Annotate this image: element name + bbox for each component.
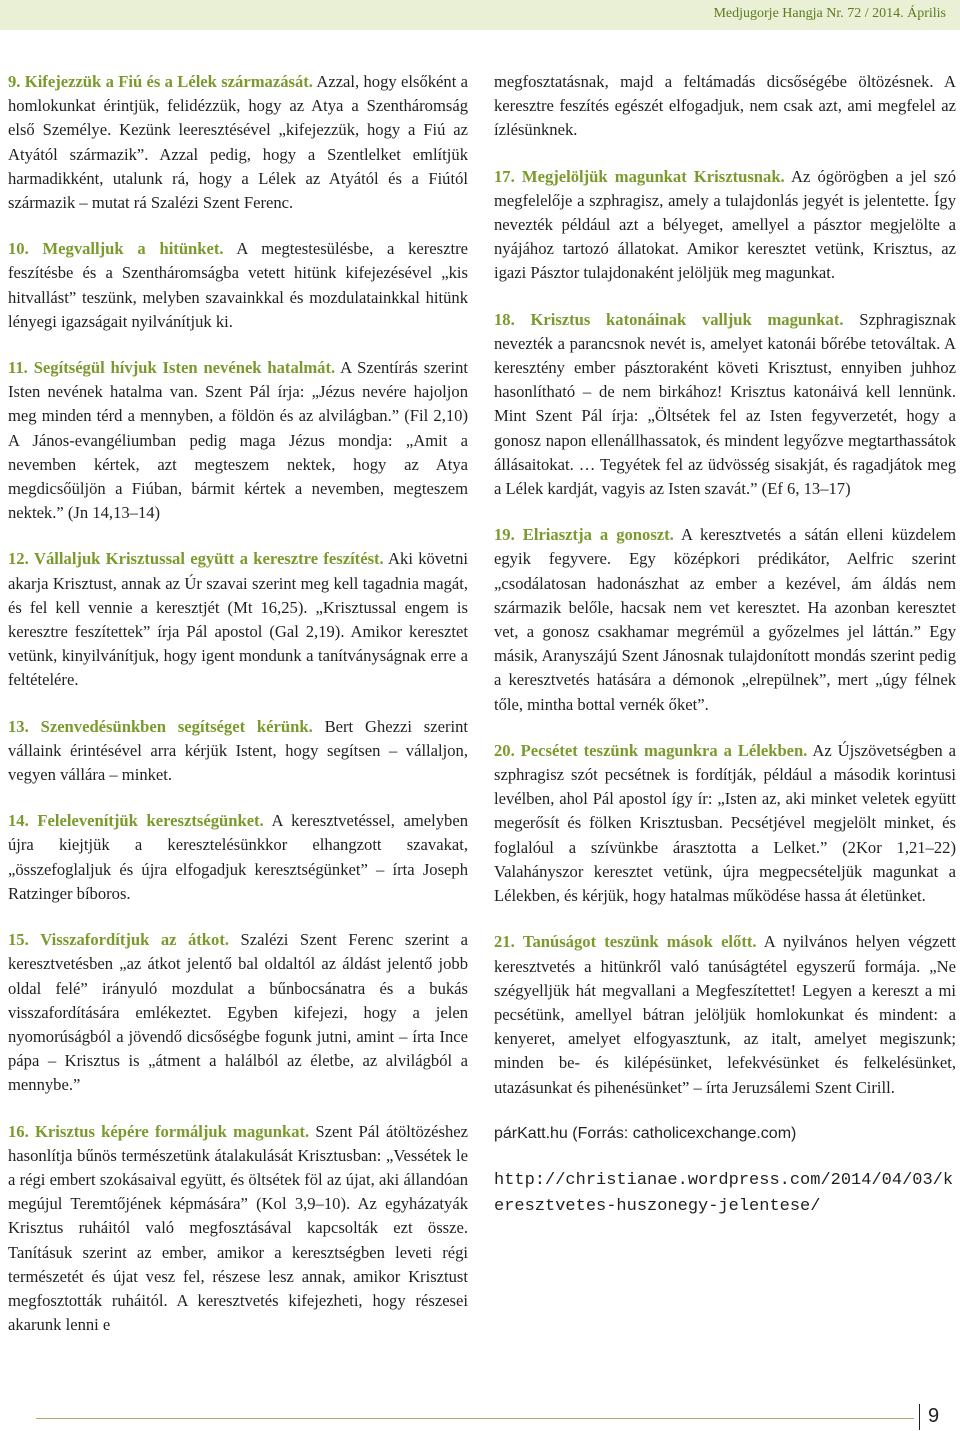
page-header — [0, 0, 960, 30]
section-body: A keresztvetés a sátán elleni küzdelem egyik fegyvere. Egy középkori prédikátor, Aelfric szerint „csodálatosan hadonászhat az ember a kezével, ám áldás nem származik belőle, hacsak nem vet keresztet. Ha azonban keresztet vet, a gonosz csakhamar megrémül a győzelmes jel láttán.” Egy másik, Aranyszájú Szent Jánosnak tulajdonított mondás szerint pedig a keresztvetés hatására a démonok „elrepülnek”, mert „úgy félnek tőle, mintha bottal vernék őket”. — [494, 525, 956, 714]
section-15 — [8, 928, 468, 1097]
section-number: 19. — [494, 525, 515, 545]
section-number: 21. — [494, 932, 515, 952]
section-body: Aki követni akarja Krisztust, annak az Úr szavai szerint meg kell tagadnia magát, és fel kell vennie a keresztjét (Mt 16,25). „Krisztussal engem is keresztre feszítettek” írja Pál apostol (Gal 2,19). Amikor keresztet vetünk, kinyilvánítjuk, hogy igent mondunk a tanítványságnak erre a feltételére. — [8, 549, 468, 690]
section-17 — [494, 165, 956, 286]
section-body: Az Újszövetségben a szphragisz szót pecsétnek is fordítják, például a második korintusi levélben, ahol Pál apostol így ír: „Isten az, aki minket veletek együtt megerősít és fölken Krisztusban. Pecsétjével megjelölt minket, és foglalóul a szívünkbe árasztotta a Lelket.” (2Kor 1,21–22) Valahányszor keresztet vetünk, újra megpecsételjük magunkat a Lélekben, és kérjük, hogy hatalmas működése hassa át életünket. — [494, 740, 956, 906]
section-body: Szalézi Szent Ferenc szerint a keresztvetésben „az átkot jelentő bal oldaltól az áldást jelentő jobb oldal felé” irányuló mozdulat a bűnbocsánatra és a bukás visszafordítására emlékeztet. Egyben kifejezi, hogy a jelen nyomorúságból a jövendő dicsőségbe fogunk jutni, amint – írta Ince pápa – Krisztus is „átment a halálból az életbe, az alvilágból a mennybe.” — [8, 930, 468, 1095]
section-number: 9. — [8, 72, 21, 91]
section-number: 18. — [494, 309, 515, 329]
section-9 — [8, 70, 468, 215]
section-11 — [8, 356, 468, 525]
section-body: Szphragisznak nevezték a parancsnok nevét is, amelyet katonái bőrébe tetováltak. A keresztény ember pásztoraként követi Krisztust, ennyiben juhhoz hasonlítható – de nem birkához! Krisztus katonáivá kell lennünk. Mint Szent Pál írja: „Öltsétek fel az Isten fegyverzetét, hogy a gonosz napon ellenállhassatok, és mindent legyőzve megtarthassátok állásaitokat. … Tegyétek fel az üdvösség sisakját, és ragadjátok meg a Lélek kardját, vagyis az Isten szavát.” (Ef 6, 13–17) — [494, 309, 956, 499]
section-heading: Megvalljuk a hitünket. — [42, 239, 224, 259]
left-column — [8, 70, 468, 1359]
section-body: Az ógörögben a jel szó megfelelője a szphragisz, amely a tulajdonlás jegyét is jelentette. Így nevezték például azt a bélyeget, amellyel a pásztor megjelölte a nyájához tartozó állatokat. Amikor keresztet vetünk, Krisztus, az igazi Pásztor tulajdonaként jelöljük meg magunkat. — [494, 166, 957, 283]
section-heading: Krisztus képére formáljuk magunkat. — [34, 1121, 310, 1141]
section-18 — [494, 308, 956, 502]
section-16-continuation: megfosztatásnak, majd a feltámadás dicsőségébe öltözésnek. A keresztre feszítés egészét elfogadjuk, nem csak azt, ami megfelel az ízlésünknek. — [494, 72, 956, 140]
right-column — [494, 70, 956, 1242]
section-19 — [494, 523, 956, 717]
footer-divider — [36, 1418, 914, 1419]
section-number: 12. — [8, 549, 29, 569]
section-heading: Elriasztja a gonoszt. — [522, 525, 674, 545]
section-number: 17. — [494, 166, 515, 186]
section-14 — [8, 809, 468, 906]
section-heading: Szenvedésünkben segítséget kérünk. — [40, 716, 313, 736]
publication-title: Medjugorje Hangja Nr. 72 / 2014. Április — [713, 6, 946, 21]
section-number: 13. — [8, 716, 29, 736]
section-body: A nyilvános helyen végzett keresztvetés a hitünkről való tanúságtétel egyszerű formája. „Ne szégyelljük hát megvallani a Megfeszítettet! Legyen a kereszt a mi pecsétünk, amellyel bátran jelöljük homlokunkat és mindent: a kenyeret, amelyet elfogyasztunk, az italt, amelyet megiszunk; minden be- és kilépésünket, lefekvésünket és felkelésünket, utazásunkat és pihenésünket” – írta Jeruzsálemi Szent Cirill. — [494, 932, 956, 1097]
page-number-divider — [919, 1404, 920, 1430]
section-body: Bert Ghezzi szerint vállaink érintésével arra kérjük Istent, hogy segítsen – vállaljon, vegyen vállára – minket. — [8, 716, 469, 785]
section-number: 10. — [8, 239, 29, 259]
source-note: párKatt.hu (Forrás: catholicexchange.com) — [494, 1124, 797, 1142]
source-url[interactable]: http://christianae.wordpress.com/2014/04/03/keresztvetes-huszonegy-jelentese/ — [494, 1170, 954, 1216]
section-heading: Kifejezzük a Fiú és a Lélek származását. — [24, 72, 313, 91]
section-12 — [8, 547, 468, 692]
section-20 — [494, 739, 956, 908]
section-heading: Felelevenítjük keresztségünket. — [37, 811, 264, 831]
section-heading: Visszafordítjuk az átkot. — [40, 930, 230, 950]
section-heading: Megjelöljük magunkat Krisztusnak. — [521, 166, 785, 186]
section-heading: Pecsétet teszünk magunkra a Lélekben. — [520, 740, 808, 760]
section-heading: Krisztus katonáinak valljuk magunkat. — [530, 309, 844, 329]
section-number: 16. — [8, 1121, 29, 1141]
section-body: Azzal, hogy elsőként a homlokunkat érintjük, felidézzük, hogy az Atya a Szentháromság első Személye. Kezünk leeresztésével „kifejezzük, hogy a Fiú az Atyától származik”. Azzal pedig, hogy a Szentlelket említjük harmadikként, utalunk rá, hogy a Lélek az Atyától és a Fiútól származik – mutat rá Szalézi Szent Ferenc. — [8, 72, 468, 213]
section-number: 14. — [8, 811, 29, 831]
section-number: 15. — [8, 930, 29, 950]
section-13 — [8, 715, 468, 788]
section-heading: Tanúságot teszünk mások előtt. — [522, 932, 757, 952]
section-body: A Szentírás szerint Isten nevének hatalma van. Szent Pál írja: „Jézus nevére hajoljon meg minden térd a mennyben, a földön és az alvilágban.” (Fil 2,10) A János-evangéliumban pedig maga Jézus mondja: „Amit a nevemben kértek, azt megteszem nektek, hogy az Atya megdicsőüljön a Fiúban, bármit kértek a nevemben, megteszem nektek.” (Jn 14,13–14) — [8, 358, 468, 523]
section-body: A megtestesülésbe, a keresztre feszítésbe és a Szentháromságba vetett hitünk kifejezésével „kis hitvallást” teszünk, melyben szavainkkal és mozdulatainkkal hitünk lényegi igazságait nyilvánítjuk ki. — [8, 239, 468, 331]
section-body: A keresztvetéssel, amelyben újra kiejtjük a keresztelésünkkor elhangzott szavakat, „összefoglaljuk és újra elfogadjuk keresztségünket” – írta Joseph Ratzinger bíboros. — [8, 811, 468, 903]
section-number: 20. — [494, 740, 515, 760]
section-body: Szent Pál átöltözéshez hasonlítja bűnös természetünk átalakulását Krisztusban: „Vessétek le a régi embert szokásaival együtt, és öltsétek föl az újat, aki állandóan megújul Teremtőjének képmására” (Kol 3,9–10). Az egyházatyák Krisztus ruháitól való megfosztásával kapcsolták ezt össze. Tanításuk szerint az ember, amikor a keresztségben leveti régi természetét és újat vesz fel, részese lesz annak, amikor Krisztust megfosztották ruháitól. A keresztvetés kifejezheti, hogy részesei akarunk lenni e — [8, 1121, 468, 1335]
section-10 — [8, 237, 468, 334]
section-16 — [8, 1120, 468, 1338]
page-number: 9 — [928, 1405, 940, 1427]
section-heading: Segítségül hívjuk Isten nevének hatalmát. — [33, 358, 336, 378]
section-21 — [494, 930, 956, 1099]
section-heading: Vállaljuk Krisztussal együtt a keresztre feszítést. — [34, 549, 384, 569]
section-number: 11. — [8, 358, 28, 378]
